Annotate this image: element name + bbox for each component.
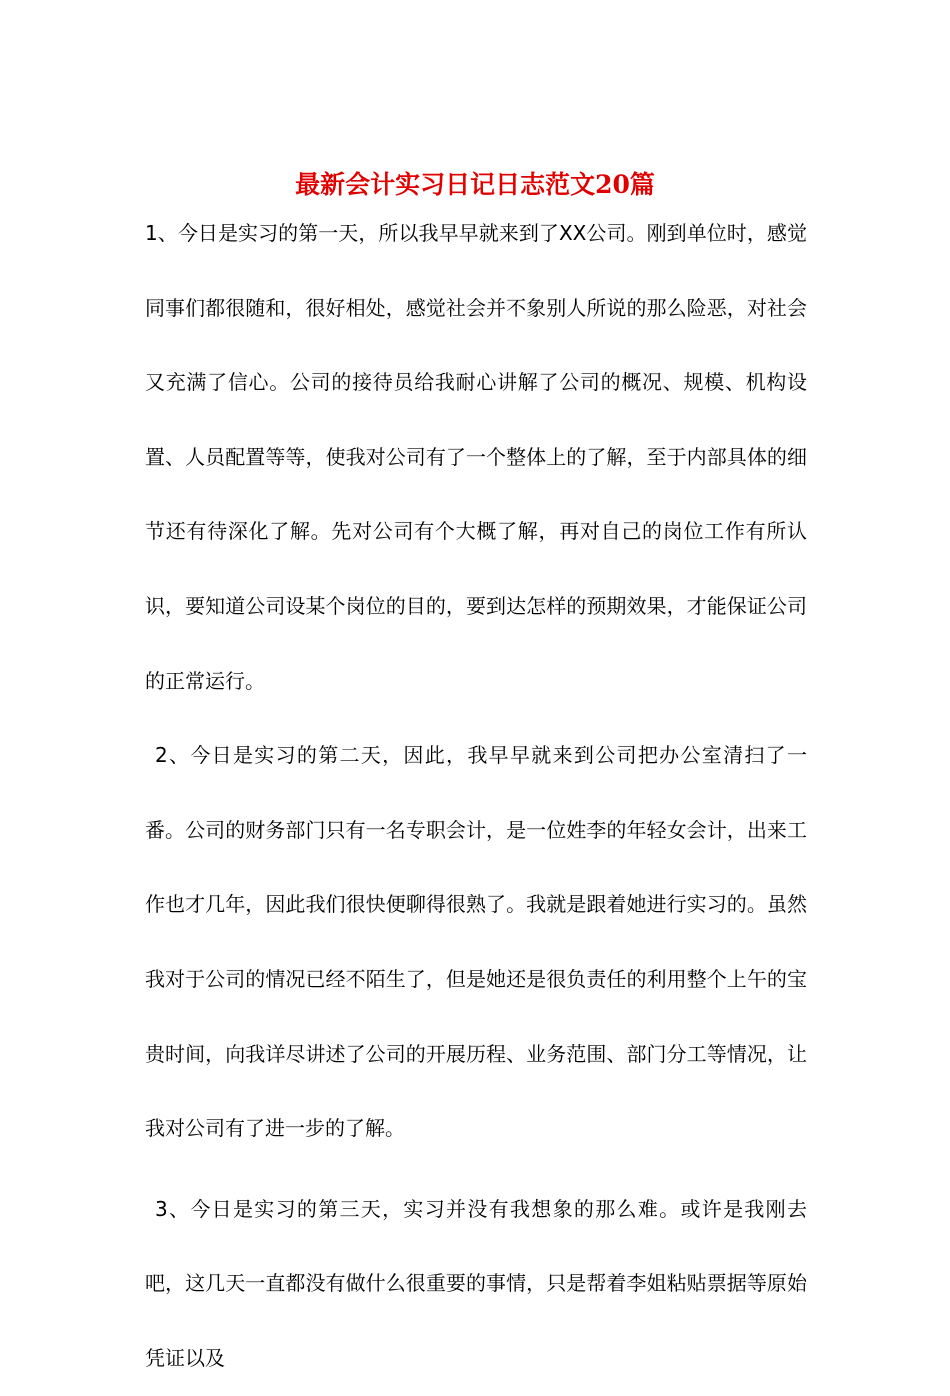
document-title: 最新会计实习日记日志范文20篇: [295, 169, 655, 199]
paragraph-day-1: 1、今日是实习的第一天，所以我早早就来到了XX公司。刚到单位时，感觉同事们都很随和，很好相处，感觉社会并不象别人所说的那么险恶，对社会又充满了信心。公司的接待员给我耐心讲解了公司的概况、规模、机构设置、人员配置等等，使我对公司有了一个整体上的了解，至于内部具体的细节还有待深化了解。先对公司有个大概了解，再对自己的岗位工作有所认识，要知道公司设某个岗位的目的，要到达怎样的预期效果，才能保证公司的正常运行。: [145, 221, 807, 693]
paragraph-day-2: 2、今日是实习的第二天，因此，我早早就来到公司把办公室清扫了一番。公司的财务部门只有一名专职会计，是一位姓李的年轻女会计，出来工作也才几年，因此我们很快便聊得很熟了。我就是跟着她进行实习的。虽然我对于公司的情况已经不陌生了，但是她还是很负责任的利用整个上午的宝贵时间，向我详尽讲述了公司的开展历程、业务范围、部门分工等情况，让我对公司有了进一步的了解。: [145, 743, 807, 1141]
paragraph-day-3: 3、今日是实习的第三天，实习并没有我想象的那么难。或许是我刚去吧，这几天一直都没有做什么很重要的事情，只是帮着李姐粘贴票据等原始凭证以及: [145, 1196, 807, 1370]
document-body: [145, 196, 807, 1396]
